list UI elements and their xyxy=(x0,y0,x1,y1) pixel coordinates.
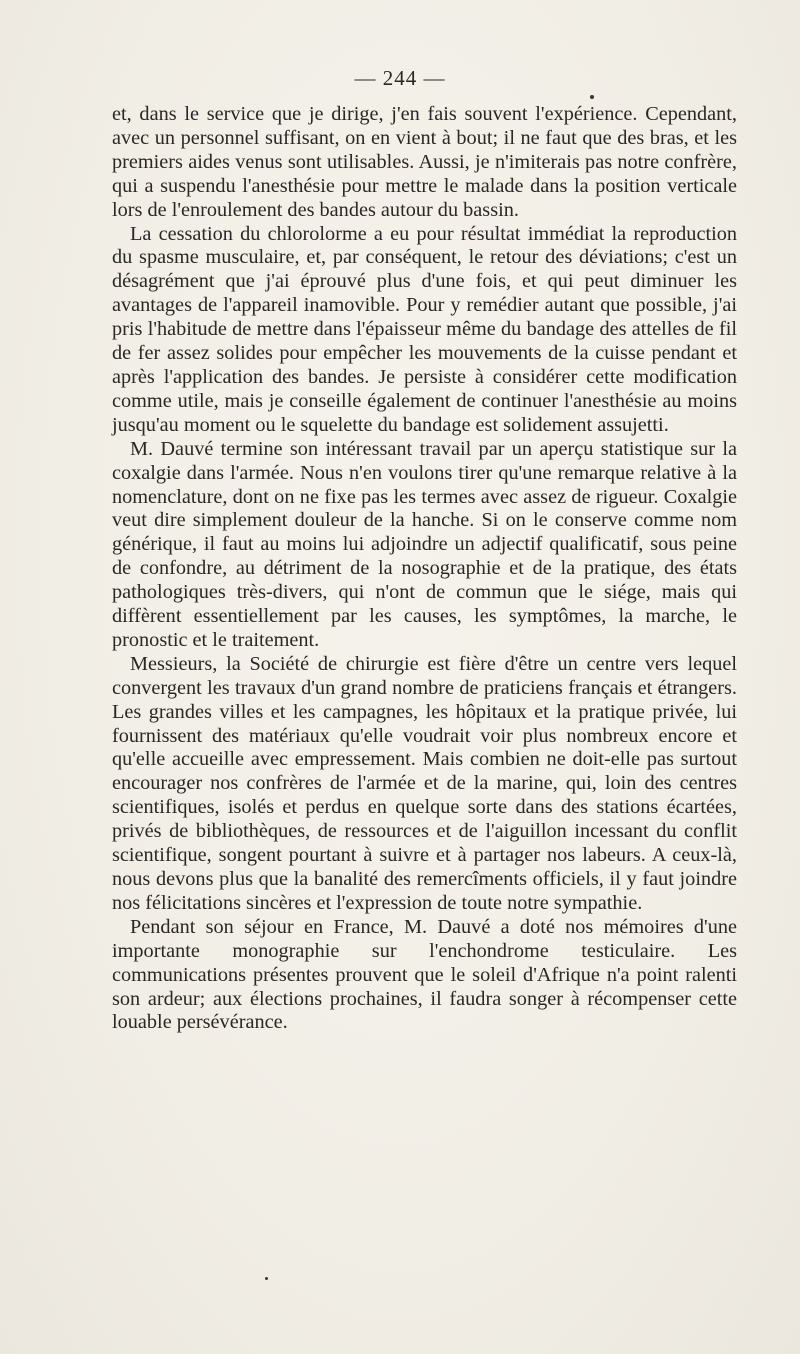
paragraph-5: Pendant son séjour en France, M. Dauvé a doté nos mémoires d'une importante monographie sur l'enchondrome testiculaire. Les communications présentes prouvent que le soleil d'Afrique n'a point ralenti son ardeur; aux élections prochaines, il faudra songer à récompenser cette louable persévérance. xyxy=(112,915,737,1034)
ink-speck xyxy=(265,1277,268,1280)
paragraph-3: M. Dauvé termine son intéressant travail par un aperçu statistique sur la coxalgie dans l'armée. Nous n'en voulons tirer qu'une remarque relative à la nomenclature, dont on ne fixe pas les termes avec assez de rigueur. Coxalgie veut dire simplement douleur de la hanche. Si on le conserve comme nom générique, il faut au moins lui adjoindre un adjectif qualificatif, sous peine de confondre, au détriment de la nosographie et de la pratique, des états pathologiques très-divers, qui n'ont de commun que le siége, mais qui diffèrent essentiellement par les causes, les symptômes, la marche, le pronostic et le traitement. xyxy=(112,437,737,651)
paragraph-4: Messieurs, la Société de chirurgie est fière d'être un centre vers lequel convergent les travaux d'un grand nombre de praticiens français et étrangers. Les grandes villes et les campagnes, les hôpitaux et la pratique privée, lui fournissent des matériaux qu'elle voudrait voir plus nombreux encore et qu'elle accueille avec empressement. Mais combien ne doit-elle pas surtout encourager nos confrères de l'armée et de la marine, qui, loin des centres scientifiques, isolés et perdus en quelque sorte dans des stations écartées, privés de bibliothèques, de ressources et de l'aiguillon incessant du conflit scientifique, songent pourtant à suivre et à partager nos labeurs. A ceux-là, nous devons plus que la banalité des remercîments officiels, il y faut joindre nos félicitations sincères et l'expression de toute notre sympathie. xyxy=(112,652,737,914)
paragraph-1: et, dans le service que je dirige, j'en fais souvent l'expérience. Cependant, avec un personnel suffisant, on en vient à bout; il ne faut que des bras, et les premiers aides venus sont utilisables. Aussi, je n'imiterais pas notre confrère, qui a suspendu l'anesthésie pour mettre le malade dans la position verticale lors de l'enroulement des bandes autour du bassin. xyxy=(112,103,737,221)
ink-speck xyxy=(590,95,594,99)
body-text xyxy=(112,103,737,1035)
page-number: — 244 — xyxy=(354,66,446,90)
paragraph-2: La cessation du chlorolorme a eu pour résultat immédiat la reproduction du spasme musculaire, et, par conséquent, le retour des déviations; c'est un désagrément que j'ai éprouvé plus d'une fois, et qui peut diminuer les avantages de l'appareil inamovible. Pour y remédier autant que possible, j'ai pris l'habitude de mettre dans l'épaisseur même du bandage des attelles de fil de fer assez solides pour empêcher les mouvements de la cuisse pendant et après l'application des bandes. Je persiste à considérer cette modification comme utile, mais je conseille également de continuer l'anesthésie au moins jusqu'au moment ou le squelette du bandage est solidement assujetti. xyxy=(112,222,737,436)
